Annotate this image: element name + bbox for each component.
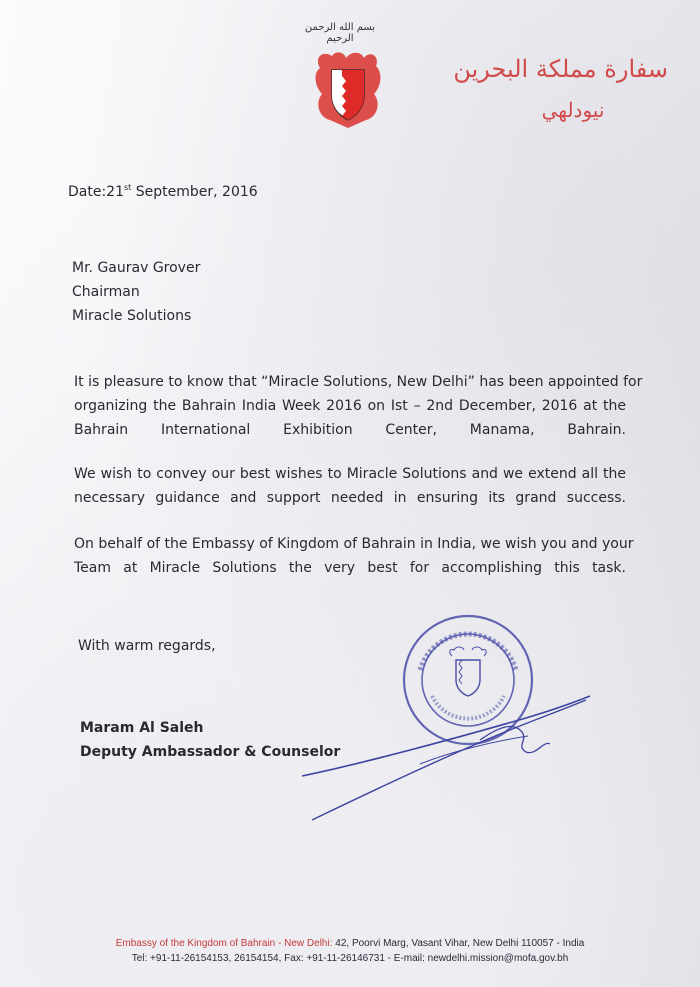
paragraph-3	[74, 532, 634, 580]
footer-address: 42, Poorvi Marg, Vasant Vihar, New Delhi 110057 - India	[332, 938, 585, 949]
recipient-name: Mr. Gaurav Grover	[72, 260, 201, 276]
recipient-company: Miracle Solutions	[72, 308, 192, 324]
paragraph-line: On behalf of the Embassy of Kingdom of Bahrain in India, we wish you and your	[74, 536, 634, 552]
handwritten-signature-icon	[300, 680, 600, 830]
bahrain-coat-of-arms-icon	[312, 48, 384, 130]
signatory-title: Deputy Ambassador & Counselor	[80, 744, 341, 760]
footer-contact-line: Tel: +91-11-26154153, 26154154, Fax: +91-11-26146731 - E-mail: newdelhi.mission@mofa.gov.bh	[131, 953, 569, 964]
paragraph-line: Bahrain International Exhibition Center, Manama, Bahrain.	[74, 422, 626, 438]
paragraph-line: organizing the Bahrain India Week 2016 on Ist – 2nd December, 2016 at the	[74, 398, 626, 414]
closing-text: With warm regards,	[78, 638, 216, 654]
footer-address-line	[90, 936, 610, 951]
signatory-name: Maram Al Saleh	[80, 720, 204, 736]
recipient-block	[72, 256, 200, 328]
city-name-arabic: نيودلهي	[541, 98, 605, 122]
footer-embassy-name: Embassy of the Kingdom of Bahrain - New Delhi:	[115, 938, 333, 949]
basmala-calligraphy: بسم الله الرحمن الرحيم	[304, 22, 376, 44]
recipient-title: Chairman	[72, 284, 140, 300]
date-ordinal: st	[124, 183, 132, 192]
embassy-name-arabic: سفارة مملكة البحرين	[453, 55, 668, 83]
letter-date	[68, 183, 258, 200]
date-prefix: Date:21	[68, 184, 124, 200]
paragraph-line: necessary guidance and support needed in ensuring its grand success.	[74, 490, 626, 506]
date-rest: September, 2016	[131, 184, 258, 200]
paragraph-2	[74, 462, 626, 510]
paragraph-line: Team at Miracle Solutions the very best for accomplishing this task.	[74, 560, 626, 576]
paragraph-line: It is pleasure to know that “Miracle Solutions, New Delhi” has been appointed for	[74, 374, 643, 390]
paragraph-line: We wish to convey our best wishes to Miracle Solutions and we extend all the	[74, 466, 626, 482]
letter-footer	[90, 936, 610, 966]
paragraph-1	[74, 370, 643, 442]
